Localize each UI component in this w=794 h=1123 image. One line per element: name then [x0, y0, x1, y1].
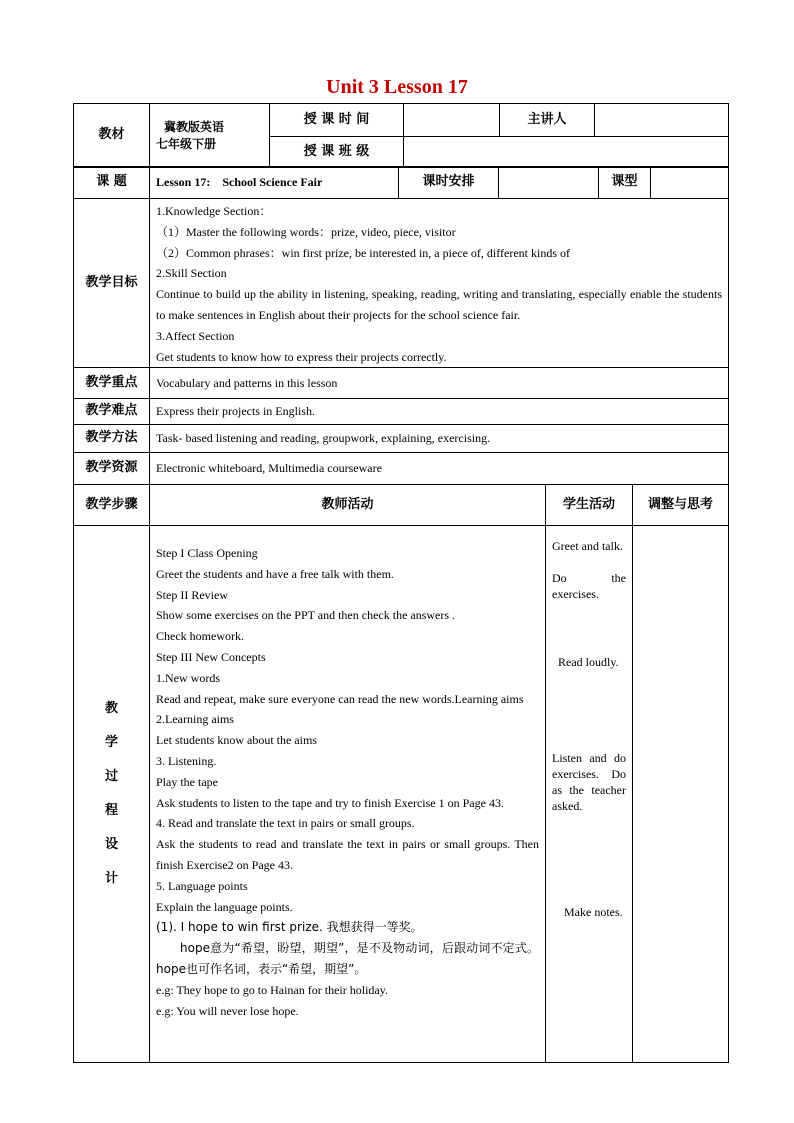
time-value	[404, 104, 500, 137]
teacher-line: Check homework.	[156, 629, 244, 644]
adjust-header: 调整与思考	[633, 485, 729, 526]
student-activity: Read loudly.	[558, 655, 619, 669]
steps-header: 教学步骤	[74, 485, 150, 526]
objective-line: 1.Knowledge Section：	[156, 204, 272, 218]
design-char: 学	[104, 735, 118, 750]
objectives-cell	[150, 199, 729, 368]
resources-value: Electronic whiteboard, Multimedia courseware	[150, 453, 729, 485]
design-char: 设	[104, 837, 118, 852]
speaker-value	[595, 104, 729, 137]
student-header: 学生活动	[546, 485, 633, 526]
teacher-activities	[150, 526, 546, 1063]
textbook-grade: 七年级下册	[156, 136, 217, 151]
time-label: 授 课 时 间	[270, 104, 404, 137]
teacher-line: e.g: You will never lose hope.	[156, 1003, 299, 1018]
lesson-plan-table-3	[73, 198, 729, 485]
page-title: Unit 3 Lesson 17	[326, 76, 468, 98]
resources-label: 教学资源	[74, 453, 150, 485]
objective-line: （2）Common phrases：win first prize, be interested in, a piece of, different kinds of	[156, 245, 571, 260]
schedule-value	[499, 167, 599, 199]
teacher-line: 1.New words	[156, 670, 220, 685]
lesson-plan-table-2	[73, 166, 729, 199]
topic-value: Lesson 17: School Science Fair	[150, 167, 399, 199]
difficulties-value: Express their projects in English.	[150, 399, 729, 425]
teacher-line: Read and repeat, make sure everyone can read the new words.Learning aims	[156, 691, 524, 706]
process-table	[73, 484, 729, 1063]
teacher-line: 3. Listening.	[156, 753, 217, 768]
class-label: 授 课 班 级	[270, 137, 404, 168]
teacher-line: Step II Review	[156, 587, 228, 602]
objective-line: （1）Master the following words：prize, video, piece, visitor	[156, 224, 456, 239]
design-char: 教	[104, 701, 118, 716]
textbook-label: 教材	[74, 104, 150, 168]
difficulties-label: 教学难点	[74, 399, 150, 425]
teacher-line: Show some exercises on the PPT and then check the answers .	[156, 608, 456, 623]
class-value	[404, 137, 729, 168]
teacher-line: 2.Learning aims	[156, 712, 234, 727]
student-activity: Greet and talk.	[552, 539, 623, 553]
textbook-name-cell	[150, 104, 270, 168]
textbook-name: 冀教版英语	[164, 119, 225, 134]
teacher-line: Greet the students and have a free talk with them.	[156, 566, 394, 581]
lesson-plan-table	[73, 103, 729, 168]
student-activity: Make notes.	[564, 905, 623, 919]
key-points-label: 教学重点	[74, 368, 150, 399]
topic-label: 课 题	[74, 167, 150, 199]
teacher-line: hope意为“希望，盼望，期望”，是不及物动词，后跟动词不定式。hope也可作名词，表示“希望，期望”。	[156, 941, 539, 976]
teacher-line: 5. Language points	[156, 878, 248, 893]
type-label: 课型	[599, 167, 651, 199]
objectives-label: 教学目标	[74, 199, 150, 368]
student-activity: Listen and do exercises. Do as the teacher asked.	[552, 751, 626, 813]
design-char: 程	[104, 803, 118, 818]
schedule-label: 课时安排	[399, 167, 499, 199]
teacher-line: Play the tape	[156, 774, 218, 789]
objective-line: 3.Affect Section	[156, 328, 235, 343]
teacher-line: e.g: They hope to go to Hainan for their holiday.	[156, 982, 388, 997]
teacher-line: Explain the language points.	[156, 899, 293, 914]
teacher-line: 4. Read and translate the text in pairs or small groups.	[156, 816, 415, 831]
objective-line: Continue to build up the ability in listening, speaking, reading, writing and translating, especially enable the students to make sentences in English about their projects for the school science fair.	[156, 287, 722, 322]
teacher-line: Let students know about the aims	[156, 733, 317, 748]
design-label	[74, 526, 150, 1063]
student-activity: Do the exercises.	[552, 571, 626, 601]
objective-line: Get students to know how to express their projects correctly.	[156, 349, 447, 364]
adjust-cell	[633, 526, 729, 1063]
teacher-line: (1). I hope to win first prize. 我想获得一等奖。	[156, 920, 423, 935]
speaker-label: 主讲人	[500, 104, 595, 137]
type-value	[651, 167, 729, 199]
design-char: 过	[104, 769, 118, 784]
methods-label: 教学方法	[74, 425, 150, 453]
teacher-line: Ask students to listen to the tape and try to finish Exercise 1 on Page 43.	[156, 795, 504, 810]
teacher-line: Ask the students to read and translate the text in pairs or small groups. Then finish Exercise2 on Page 43.	[156, 837, 539, 872]
key-points-value: Vocabulary and patterns in this lesson	[150, 368, 729, 399]
teacher-line: Step I Class Opening	[156, 546, 258, 560]
objective-line: 2.Skill Section	[156, 266, 227, 281]
design-char: 计	[104, 871, 118, 886]
methods-value: Task- based listening and reading, groupwork, explaining, exercising.	[150, 425, 729, 453]
teacher-header: 教师活动	[150, 485, 546, 526]
teacher-line: Step III New Concepts	[156, 649, 266, 664]
student-activities	[546, 526, 633, 1063]
